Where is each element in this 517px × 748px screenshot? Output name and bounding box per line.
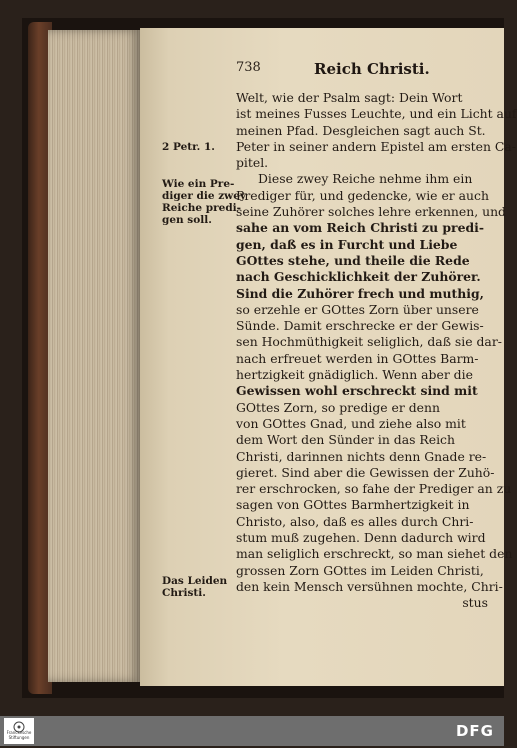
text-line: stum muß zugehen. Denn dadurch wird bbox=[236, 530, 486, 546]
text-line: so erzehle er GOttes Zorn über unsere bbox=[236, 301, 479, 317]
margin-note-line: diger die zwey bbox=[162, 190, 246, 202]
text-line: ist meines Fusses Leuchte, und ein Licht auf bbox=[236, 106, 517, 122]
margin-note-line: gen soll. bbox=[162, 214, 212, 226]
running-title: Reich Christi. bbox=[314, 60, 430, 78]
margin-note-line: Das Leiden bbox=[162, 575, 228, 587]
page-edges bbox=[48, 30, 140, 682]
text-line: Sünde. Damit erschrecke er der Gewis- bbox=[236, 318, 484, 334]
text-line: GOttes Zorn, so predige er denn bbox=[236, 399, 440, 415]
text-line: GOttes stehe, und theile die Rede bbox=[236, 252, 470, 268]
text-line: pitel. bbox=[236, 155, 269, 171]
margin-note-line: Reiche predi- bbox=[162, 202, 242, 214]
text-line: Peter in seiner andern Epistel am ersten Ca- bbox=[236, 138, 516, 154]
text-line: Gewissen wohl erschreckt sind mit bbox=[236, 383, 478, 399]
text-line: dem Wort den Sünder in das Reich bbox=[236, 432, 455, 448]
text-line: Sind die Zuhörer frech und muthig, bbox=[236, 285, 484, 301]
text-line: man seliglich erschreckt, so man siehet den bbox=[236, 546, 513, 562]
text-line: Prediger für, und gedencke, wie er auch bbox=[236, 187, 489, 203]
margin-note-line: Wie ein Pre- bbox=[162, 178, 235, 190]
text-line: nach erfreuet werden in GOttes Barm- bbox=[236, 350, 479, 366]
text-line: hertzigkeit gnädiglich. Wenn aber die bbox=[236, 367, 473, 383]
text-line: Diese zwey Reiche nehme ihm ein bbox=[258, 171, 473, 187]
text-line: Christi, darinnen nichts denn Gnade re- bbox=[236, 448, 487, 464]
text-line: gieret. Sind aber die Gewissen der Zuhö- bbox=[236, 464, 495, 480]
margin-note-petr bbox=[162, 141, 215, 153]
dfg-logo: DFG bbox=[455, 722, 494, 740]
text-line: seine Zuhörer solches lehre erkennen, und bbox=[236, 204, 506, 220]
text-line: stus bbox=[462, 595, 488, 611]
text-line: Christo, also, daß es alles durch Chri- bbox=[236, 513, 474, 529]
page-header bbox=[236, 60, 486, 82]
text-line: gen, daß es in Furcht und Liebe bbox=[236, 236, 458, 252]
text-line: sagen von GOttes Barmhertzigkeit in bbox=[236, 497, 470, 513]
library-logo-text: Franckesche Stiftungen bbox=[6, 730, 32, 740]
margin-note-prediger bbox=[162, 178, 246, 226]
text-line: sen Hochmüthigkeit seliglich, daß sie dar- bbox=[236, 334, 502, 350]
text-line: den kein Mensch versühnen mochte, Chri- bbox=[236, 578, 503, 594]
body-text bbox=[236, 90, 517, 612]
margin-note-line: Christi. bbox=[162, 587, 206, 599]
text-line: nach Geschicklichkeit der Zuhörer. bbox=[236, 269, 481, 285]
page-number: 738 bbox=[236, 60, 261, 75]
text-line: Welt, wie der Psalm sagt: Dein Wort bbox=[236, 90, 463, 105]
text-line: sahe an vom Reich Christi zu predi- bbox=[236, 220, 484, 236]
text-line: von GOttes Gnad, und ziehe also mit bbox=[236, 415, 466, 431]
text-line: grossen Zorn GOttes im Leiden Christi, bbox=[236, 562, 484, 578]
text-line: rer erschrocken, so fahe der Prediger an zu bbox=[236, 481, 512, 497]
footer-bar bbox=[0, 716, 504, 746]
text-line: meinen Pfad. Desgleichen sagt auch St. bbox=[236, 122, 486, 138]
margin-note-leiden bbox=[162, 575, 227, 599]
margin-note-line: 2 Petr. 1. bbox=[162, 141, 215, 153]
